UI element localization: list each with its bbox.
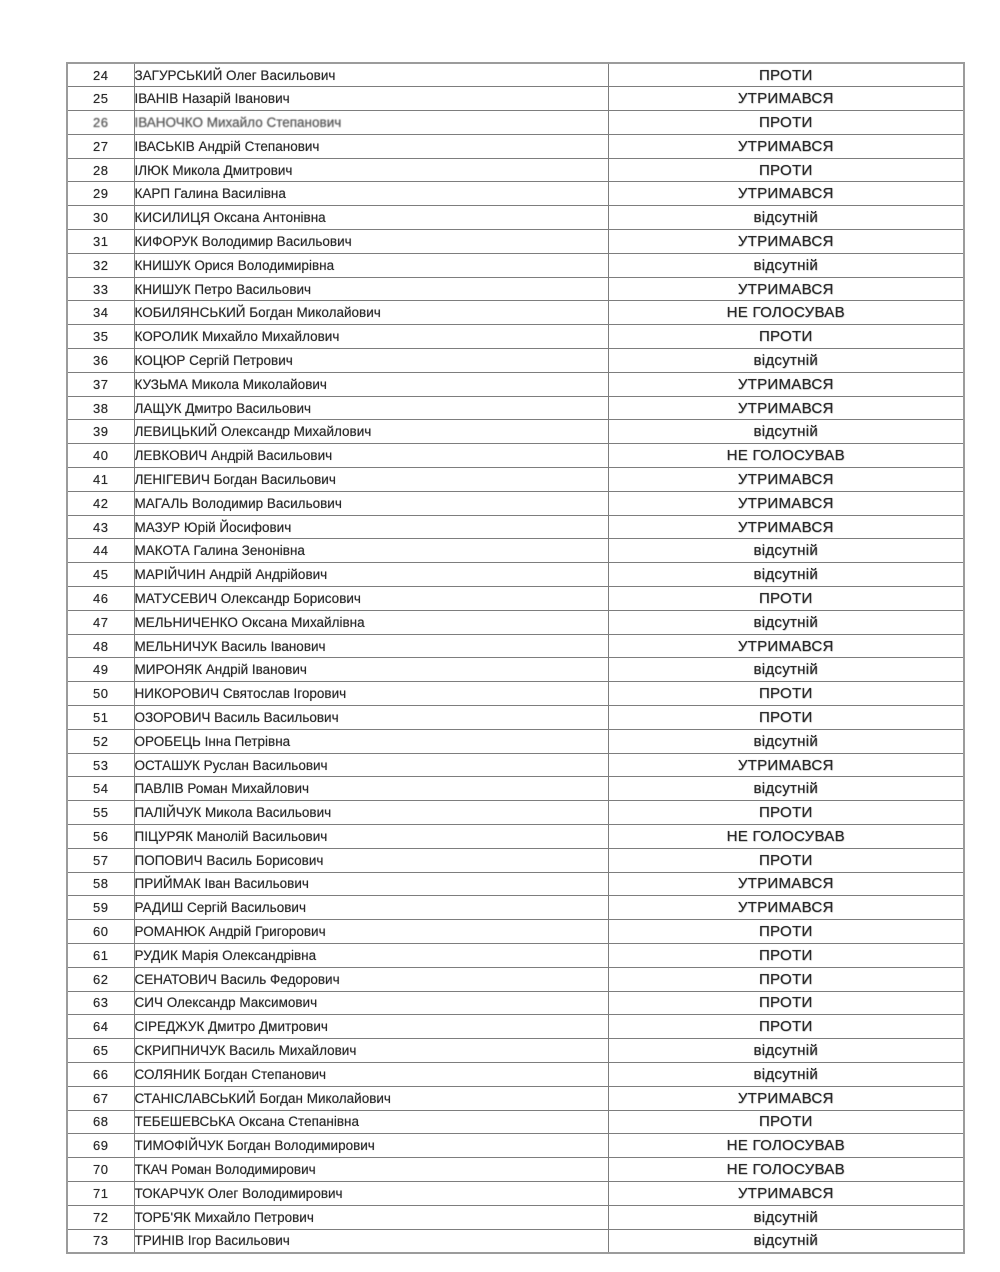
row-number-cell: 28 <box>67 158 134 182</box>
vote-result-cell: ПРОТИ <box>608 801 964 825</box>
table-row <box>67 753 964 777</box>
deputy-name-cell: ТКАЧ Роман Володимирович <box>134 1158 608 1182</box>
deputy-name-cell: ПІЦУРЯК Манолій Васильович <box>134 825 608 849</box>
deputy-name-cell: ІВАНОЧКО Михайло Степанович <box>134 111 608 135</box>
vote-result-cell: УТРИМАВСЯ <box>608 753 964 777</box>
vote-result-cell: ПРОТИ <box>608 991 964 1015</box>
table-row <box>67 967 964 991</box>
row-number-cell: 30 <box>67 206 134 230</box>
deputy-name-cell: ІВАСЬКІВ Андрій Степанович <box>134 134 608 158</box>
deputy-name-cell: ПАВЛІВ Роман Михайлович <box>134 777 608 801</box>
row-number-cell: 39 <box>67 420 134 444</box>
vote-table-body <box>67 63 964 1253</box>
deputy-name-cell: СЕНАТОВИЧ Василь Федорович <box>134 967 608 991</box>
row-number-cell: 67 <box>67 1086 134 1110</box>
vote-result-cell: відсутній <box>608 610 964 634</box>
deputy-name-cell: КНИШУК Петро Васильович <box>134 277 608 301</box>
row-number-cell: 58 <box>67 872 134 896</box>
row-number-cell: 57 <box>67 848 134 872</box>
row-number-cell: 51 <box>67 706 134 730</box>
deputy-name-cell: ТОКАРЧУК Олег Володимирович <box>134 1181 608 1205</box>
table-row <box>67 1110 964 1134</box>
vote-result-cell: відсутній <box>608 349 964 373</box>
vote-result-cell: УТРИМАВСЯ <box>608 1181 964 1205</box>
deputy-name-cell: ЗАГУРСЬКИЙ Олег Васильович <box>134 63 608 87</box>
row-number-cell: 24 <box>67 63 134 87</box>
table-row <box>67 1062 964 1086</box>
vote-result-cell: відсутній <box>608 420 964 444</box>
deputy-name-cell: ТРИНІВ Ігор Васильович <box>134 1229 608 1253</box>
deputy-name-cell: ОЗОРОВИЧ Василь Васильович <box>134 706 608 730</box>
table-row <box>67 706 964 730</box>
row-number-cell: 60 <box>67 920 134 944</box>
row-number-cell: 42 <box>67 491 134 515</box>
vote-result-cell: ПРОТИ <box>608 587 964 611</box>
vote-result-cell: ПРОТИ <box>608 943 964 967</box>
row-number-cell: 55 <box>67 801 134 825</box>
table-row <box>67 277 964 301</box>
vote-result-cell: відсутній <box>608 777 964 801</box>
deputy-name-cell: ТИМОФІЙЧУК Богдан Володимирович <box>134 1134 608 1158</box>
table-row <box>67 634 964 658</box>
vote-result-cell: ПРОТИ <box>608 706 964 730</box>
row-number-cell: 69 <box>67 1134 134 1158</box>
vote-result-cell: УТРИМАВСЯ <box>608 634 964 658</box>
table-row <box>67 587 964 611</box>
vote-result-cell: НЕ ГОЛОСУВАВ <box>608 301 964 325</box>
vote-result-cell: відсутній <box>608 563 964 587</box>
table-row <box>67 1039 964 1063</box>
vote-result-cell: відсутній <box>608 206 964 230</box>
vote-result-cell: ПРОТИ <box>608 325 964 349</box>
vote-result-cell: НЕ ГОЛОСУВАВ <box>608 1158 964 1182</box>
table-row <box>67 1181 964 1205</box>
deputy-name-cell: ТЕБЕШЕВСЬКА Оксана Степанівна <box>134 1110 608 1134</box>
table-row <box>67 1158 964 1182</box>
vote-result-cell: відсутній <box>608 1205 964 1229</box>
row-number-cell: 48 <box>67 634 134 658</box>
deputy-name-cell: МИРОНЯК Андрій Іванович <box>134 658 608 682</box>
row-number-cell: 47 <box>67 610 134 634</box>
deputy-name-cell: ТОРБ'ЯК Михайло Петрович <box>134 1205 608 1229</box>
vote-result-cell: УТРИМАВСЯ <box>608 896 964 920</box>
deputy-name-cell: ПАЛІЙЧУК Микола Васильович <box>134 801 608 825</box>
vote-result-cell: УТРИМАВСЯ <box>608 872 964 896</box>
table-row <box>67 515 964 539</box>
deputy-name-cell: МАГАЛЬ Володимир Васильович <box>134 491 608 515</box>
row-number-cell: 71 <box>67 1181 134 1205</box>
table-row <box>67 801 964 825</box>
deputy-name-cell: СОЛЯНИК Богдан Степанович <box>134 1062 608 1086</box>
table-row <box>67 1229 964 1253</box>
row-number-cell: 25 <box>67 87 134 111</box>
vote-result-cell: ПРОТИ <box>608 920 964 944</box>
table-row <box>67 396 964 420</box>
deputy-name-cell: СІРЕДЖУК Дмитро Дмитрович <box>134 1015 608 1039</box>
row-number-cell: 27 <box>67 134 134 158</box>
table-row <box>67 158 964 182</box>
deputy-name-cell: КИФОРУК Володимир Васильович <box>134 230 608 254</box>
row-number-cell: 50 <box>67 682 134 706</box>
table-row <box>67 253 964 277</box>
row-number-cell: 43 <box>67 515 134 539</box>
row-number-cell: 63 <box>67 991 134 1015</box>
table-row <box>67 301 964 325</box>
table-row <box>67 920 964 944</box>
table-row <box>67 134 964 158</box>
vote-result-cell: УТРИМАВСЯ <box>608 468 964 492</box>
row-number-cell: 61 <box>67 943 134 967</box>
vote-result-cell: відсутній <box>608 658 964 682</box>
table-row <box>67 491 964 515</box>
row-number-cell: 59 <box>67 896 134 920</box>
row-number-cell: 41 <box>67 468 134 492</box>
vote-result-cell: УТРИМАВСЯ <box>608 277 964 301</box>
row-number-cell: 65 <box>67 1039 134 1063</box>
vote-result-cell: ПРОТИ <box>608 967 964 991</box>
deputy-name-cell: СИЧ Олександр Максимович <box>134 991 608 1015</box>
vote-result-cell: відсутній <box>608 729 964 753</box>
row-number-cell: 26 <box>67 111 134 135</box>
deputy-name-cell: КОРОЛИК Михайло Михайлович <box>134 325 608 349</box>
deputy-name-cell: НИКОРОВИЧ Святослав Ігорович <box>134 682 608 706</box>
table-row <box>67 563 964 587</box>
deputy-name-cell: РАДИШ Сергій Васильович <box>134 896 608 920</box>
vote-result-cell: УТРИМАВСЯ <box>608 134 964 158</box>
vote-result-cell: УТРИМАВСЯ <box>608 182 964 206</box>
vote-result-cell: НЕ ГОЛОСУВАВ <box>608 1134 964 1158</box>
table-row <box>67 872 964 896</box>
row-number-cell: 38 <box>67 396 134 420</box>
table-row <box>67 111 964 135</box>
vote-result-cell: відсутній <box>608 253 964 277</box>
deputy-name-cell: РУДИК Марія Олександрівна <box>134 943 608 967</box>
row-number-cell: 34 <box>67 301 134 325</box>
vote-result-cell: НЕ ГОЛОСУВАВ <box>608 444 964 468</box>
vote-result-cell: УТРИМАВСЯ <box>608 1086 964 1110</box>
row-number-cell: 56 <box>67 825 134 849</box>
vote-result-cell: УТРИМАВСЯ <box>608 515 964 539</box>
deputy-name-cell: ІЛЮК Микола Дмитрович <box>134 158 608 182</box>
row-number-cell: 46 <box>67 587 134 611</box>
table-row <box>67 468 964 492</box>
deputy-name-cell: ЛЕВКОВИЧ Андрій Васильович <box>134 444 608 468</box>
vote-result-cell: відсутній <box>608 539 964 563</box>
deputy-name-cell: МАРІЙЧИН Андрій Андрійович <box>134 563 608 587</box>
table-row <box>67 444 964 468</box>
table-row <box>67 372 964 396</box>
table-row <box>67 658 964 682</box>
row-number-cell: 32 <box>67 253 134 277</box>
deputy-name-cell: МАТУСЕВИЧ Олександр Борисович <box>134 587 608 611</box>
row-number-cell: 73 <box>67 1229 134 1253</box>
deputy-name-cell: КОЦЮР Сергій Петрович <box>134 349 608 373</box>
deputy-name-cell: МЕЛЬНИЧЕНКО Оксана Михайлівна <box>134 610 608 634</box>
table-row <box>67 682 964 706</box>
row-number-cell: 70 <box>67 1158 134 1182</box>
row-number-cell: 44 <box>67 539 134 563</box>
table-row <box>67 182 964 206</box>
deputy-name-cell: СКРИПНИЧУК Василь Михайлович <box>134 1039 608 1063</box>
deputy-name-cell: ПРИЙМАК Іван Васильович <box>134 872 608 896</box>
table-row <box>67 729 964 753</box>
vote-result-cell: ПРОТИ <box>608 1015 964 1039</box>
table-row <box>67 230 964 254</box>
vote-result-cell: УТРИМАВСЯ <box>608 396 964 420</box>
table-row <box>67 325 964 349</box>
deputy-name-cell: МАКОТА Галина Зенонівна <box>134 539 608 563</box>
table-row <box>67 991 964 1015</box>
vote-result-cell: відсутній <box>608 1039 964 1063</box>
row-number-cell: 62 <box>67 967 134 991</box>
row-number-cell: 45 <box>67 563 134 587</box>
table-row <box>67 610 964 634</box>
row-number-cell: 54 <box>67 777 134 801</box>
vote-result-cell: УТРИМАВСЯ <box>608 372 964 396</box>
deputy-name-cell: ПОПОВИЧ Василь Борисович <box>134 848 608 872</box>
table-row <box>67 943 964 967</box>
deputy-name-cell: МЕЛЬНИЧУК Василь Іванович <box>134 634 608 658</box>
row-number-cell: 33 <box>67 277 134 301</box>
row-number-cell: 31 <box>67 230 134 254</box>
deputy-name-cell: ОРОБЕЦЬ Інна Петрівна <box>134 729 608 753</box>
row-number-cell: 40 <box>67 444 134 468</box>
row-number-cell: 66 <box>67 1062 134 1086</box>
row-number-cell: 72 <box>67 1205 134 1229</box>
row-number-cell: 36 <box>67 349 134 373</box>
row-number-cell: 64 <box>67 1015 134 1039</box>
row-number-cell: 68 <box>67 1110 134 1134</box>
table-row <box>67 420 964 444</box>
table-row <box>67 87 964 111</box>
deputy-name-cell: ЛЕНІГЕВИЧ Богдан Васильович <box>134 468 608 492</box>
vote-result-cell: ПРОТИ <box>608 63 964 87</box>
table-row <box>67 1205 964 1229</box>
deputy-name-cell: ЛАЩУК Дмитро Васильович <box>134 396 608 420</box>
table-row <box>67 539 964 563</box>
vote-result-cell: УТРИМАВСЯ <box>608 230 964 254</box>
vote-result-cell: ПРОТИ <box>608 111 964 135</box>
voting-record-table <box>66 62 965 1254</box>
deputy-name-cell: КУЗЬМА Микола Миколайович <box>134 372 608 396</box>
row-number-cell: 35 <box>67 325 134 349</box>
vote-result-cell: НЕ ГОЛОСУВАВ <box>608 825 964 849</box>
deputy-name-cell: КАРП Галина Василівна <box>134 182 608 206</box>
vote-result-cell: відсутній <box>608 1229 964 1253</box>
row-number-cell: 52 <box>67 729 134 753</box>
table-row <box>67 848 964 872</box>
table-row <box>67 1086 964 1110</box>
vote-result-cell: УТРИМАВСЯ <box>608 491 964 515</box>
row-number-cell: 37 <box>67 372 134 396</box>
vote-result-cell: ПРОТИ <box>608 1110 964 1134</box>
vote-result-cell: ПРОТИ <box>608 158 964 182</box>
deputy-name-cell: ЛЕВИЦЬКИЙ Олександр Михайлович <box>134 420 608 444</box>
table-row <box>67 777 964 801</box>
table-row <box>67 896 964 920</box>
table-row <box>67 63 964 87</box>
deputy-name-cell: КНИШУК Орися Володимирівна <box>134 253 608 277</box>
deputy-name-cell: ІВАНІВ Назарій Іванович <box>134 87 608 111</box>
table-row <box>67 349 964 373</box>
deputy-name-cell: КОБИЛЯНСЬКИЙ Богдан Миколайович <box>134 301 608 325</box>
deputy-name-cell: РОМАНЮК Андрій Григорович <box>134 920 608 944</box>
table-row <box>67 1134 964 1158</box>
vote-result-cell: ПРОТИ <box>608 682 964 706</box>
table-row <box>67 825 964 849</box>
table-row <box>67 206 964 230</box>
vote-result-cell: УТРИМАВСЯ <box>608 87 964 111</box>
deputy-name-cell: ОСТАШУК Руслан Васильович <box>134 753 608 777</box>
deputy-name-cell: СТАНІСЛАВСЬКИЙ Богдан Миколайович <box>134 1086 608 1110</box>
row-number-cell: 53 <box>67 753 134 777</box>
vote-result-cell: ПРОТИ <box>608 848 964 872</box>
vote-result-cell: відсутній <box>608 1062 964 1086</box>
row-number-cell: 29 <box>67 182 134 206</box>
deputy-name-cell: МАЗУР Юрій Йосифович <box>134 515 608 539</box>
table-row <box>67 1015 964 1039</box>
deputy-name-cell: КИСИЛИЦЯ Оксана Антонівна <box>134 206 608 230</box>
row-number-cell: 49 <box>67 658 134 682</box>
